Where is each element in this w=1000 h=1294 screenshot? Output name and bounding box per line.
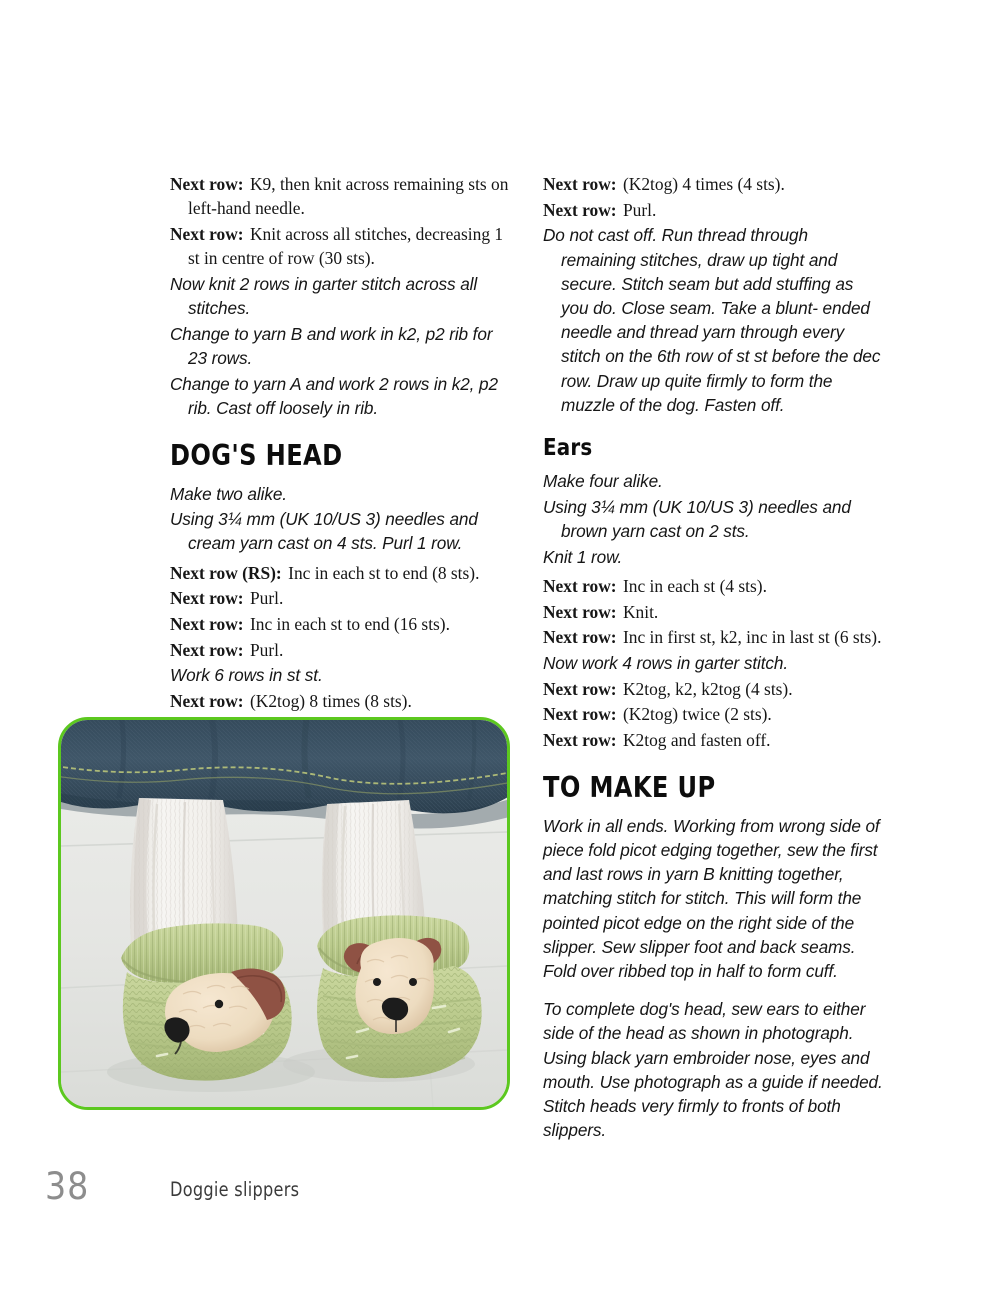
instruction-text: K9, then knit across remaining sts on left-hand needle.: [188, 174, 509, 219]
dog-eye: [215, 1000, 223, 1008]
instruction-row: [543, 600, 883, 624]
running-head: Doggie slippers: [170, 1178, 300, 1201]
instruction-label: Next row:: [170, 691, 244, 712]
note-paragraph: Now knit 2 rows in garter stitch across all stitches.: [170, 273, 478, 319]
instruction-text: Inc in each st to end (16 sts).: [250, 614, 450, 635]
dog-eye: [409, 978, 417, 986]
note-paragraph: Change to yarn A and work 2 rows in k2, p2 rib. Cast off loosely in rib.: [170, 373, 498, 418]
instruction-label: Next row:: [543, 601, 617, 622]
instruction-text: Knit.: [623, 601, 659, 622]
instruction-text: K2tog, k2, k2tog (4 sts).: [623, 678, 793, 699]
instruction-label: Next row:: [170, 223, 244, 244]
note-paragraph: Now work 4 rows in garter stitch.: [543, 652, 789, 673]
instruction-text: Inc in each st (4 sts).: [623, 575, 767, 596]
right-column: [543, 172, 883, 1156]
instruction-label: Next row:: [543, 704, 617, 725]
instruction-label: Next row:: [543, 575, 617, 596]
instruction-row: [170, 689, 510, 713]
instruction-label: Next row:: [543, 730, 617, 751]
note-paragraph: Using 3¼ mm (UK 10/US 3) needles and cream yarn cast on 4 sts. Purl 1 row.: [170, 509, 478, 554]
left-column: [170, 172, 510, 741]
photo-illustration: [61, 720, 507, 1107]
instruction-text: Purl.: [250, 639, 284, 660]
instruction-text: Inc in each st to end (8 sts).: [288, 562, 480, 583]
note-paragraph: Change to yarn B and work in k2, p2 rib for 23 rows.: [170, 323, 493, 368]
section-heading-ears: Ears: [543, 435, 593, 462]
instruction-label: Next row:: [543, 199, 617, 220]
instruction-label: Next row:: [170, 614, 244, 635]
instruction-text: (K2tog) twice (2 sts).: [623, 704, 772, 725]
instruction-label: Next row:: [170, 174, 244, 194]
instruction-label: Next row:: [170, 639, 244, 660]
note-paragraph: Make two alike.: [170, 483, 287, 504]
instruction-label: Next row:: [170, 588, 244, 609]
instruction-label: Next row:: [543, 678, 617, 699]
instruction-row: [543, 198, 883, 222]
instruction-text: Inc in first st, k2, inc in last st (6 sts).: [623, 627, 882, 648]
instruction-row: [543, 728, 883, 752]
note-paragraph: Knit 1 row.: [543, 546, 623, 567]
dog-eye: [373, 978, 381, 986]
instruction-row: [543, 172, 883, 196]
instruction-text: Purl.: [250, 588, 284, 609]
section-heading-dogs-head: DOG'S HEAD: [170, 439, 343, 473]
note-paragraph: Work in all ends. Working from wrong side of piece fold picot edging together, sew the first and last rows in yarn B knitting together, matching stitch for stitch. This will form the pointed picot edge on the right side of the slipper. Sew slipper foot and back seams. Fold over ribbed top in half to form cuff.: [543, 815, 880, 981]
instruction-row: [170, 612, 510, 636]
page-number: 38: [45, 1165, 90, 1208]
instruction-row: [170, 172, 510, 220]
instruction-row: [170, 222, 510, 270]
instruction-row: [170, 561, 510, 585]
pattern-photograph: [58, 717, 510, 1110]
instruction-row: [543, 625, 883, 649]
instruction-text: (K2tog) 4 times (4 sts).: [623, 174, 785, 194]
instruction-row: [170, 586, 510, 610]
instruction-row: [543, 574, 883, 598]
instruction-label: Next row:: [543, 627, 617, 648]
instruction-label: Next row:: [543, 174, 617, 194]
instruction-text: Purl.: [623, 199, 657, 220]
note-paragraph: Make four alike.: [543, 471, 663, 492]
note-paragraph: Using 3¼ mm (UK 10/US 3) needles and brown yarn cast on 2 sts.: [543, 496, 851, 541]
instruction-row: [543, 702, 883, 726]
instruction-row: [170, 638, 510, 662]
note-paragraph: Work 6 rows in st st.: [170, 665, 323, 686]
instruction-row: [543, 677, 883, 701]
instruction-text: Knit across all stitches, decreasing 1 st in centre of row (30 sts).: [188, 223, 504, 269]
instruction-text: (K2tog) 8 times (8 sts).: [250, 691, 412, 712]
instruction-text: K2tog and fasten off.: [623, 730, 771, 751]
left-slipper: [121, 923, 292, 1080]
note-paragraph: To complete dog's head, sew ears to either side of the head as shown in photograph. Using black yarn embroider nose, eyes and mouth. Use photograph as a guide if needed. Stitch heads very firmly to fronts of both slippers.: [543, 999, 883, 1141]
right-slipper: [317, 915, 482, 1078]
instruction-label: Next row (RS):: [170, 562, 282, 583]
section-heading-to-make-up: TO MAKE UP: [543, 771, 716, 805]
photograph-image: [61, 720, 507, 1107]
note-paragraph: Do not cast off. Run thread through remaining stitches, draw up tight and secure. Stitch seam but add stuffing as you do. Close seam. Take a blunt- ended needle and thread yarn through every stitch on the 6th row of st st before the dec row. Draw up quite firmly to form the muzzle of the dog. Fasten off.: [543, 225, 881, 415]
